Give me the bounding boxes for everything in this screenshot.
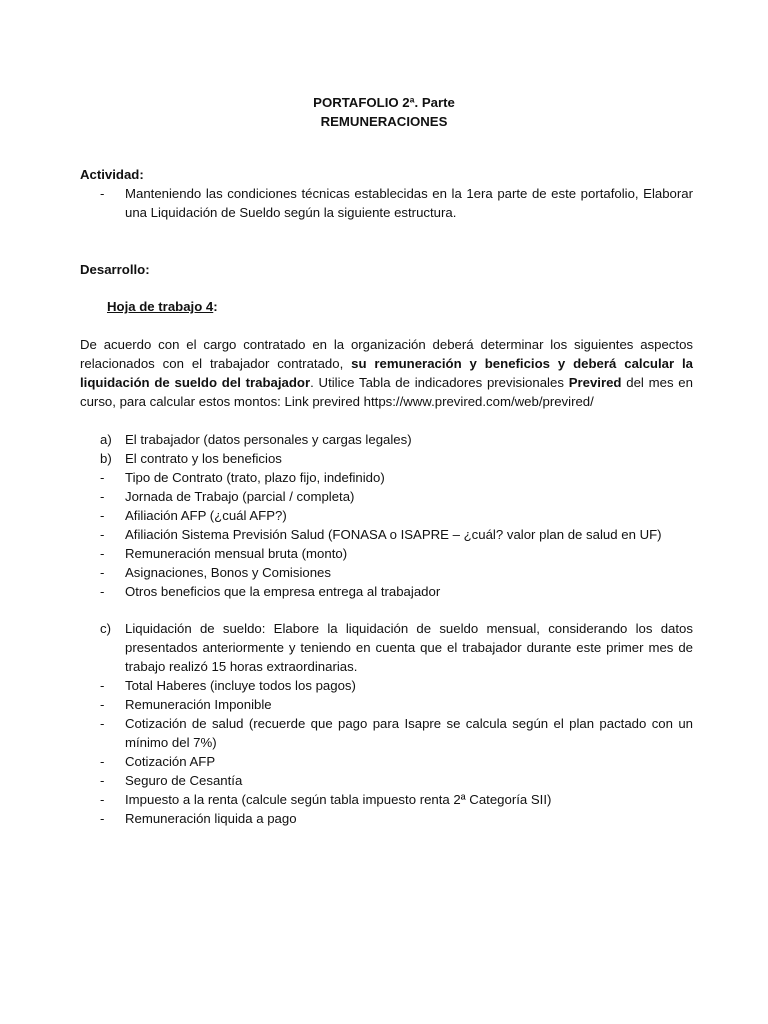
list-item-text: Asignaciones, Bonos y Comisiones xyxy=(125,565,331,580)
worksheet-title: Hoja de trabajo 4 xyxy=(107,299,214,314)
list-item xyxy=(80,752,693,771)
list-item-text: Tipo de Contrato (trato, plazo fijo, indefinido) xyxy=(125,470,385,485)
list-item xyxy=(80,771,693,790)
intro-text-1: De acuerdo con el cargo contratado en la organización deberá determinar los siguientes aspectos relacionados con el trabajador contratado, xyxy=(80,337,693,371)
list-marker: - xyxy=(100,773,105,788)
intro-paragraph xyxy=(80,335,693,411)
list-item-text: Total Haberes (incluye todos los pagos) xyxy=(125,678,356,693)
list-marker: c) xyxy=(100,621,111,636)
list-item xyxy=(80,619,693,676)
list-item-text: Remuneración Imponible xyxy=(125,697,272,712)
document-title: PORTAFOLIO 2ª. Parte xyxy=(313,95,455,110)
actividad-text: Manteniendo las condiciones técnicas establecidas en la 1era parte de este portafolio, Elaborar una Liquidación de Sueldo según la siguiente estructura. xyxy=(125,186,693,220)
list-item xyxy=(80,582,693,601)
worksheet-heading xyxy=(107,297,218,316)
worksheet-colon: : xyxy=(213,299,218,314)
list-marker: - xyxy=(100,186,105,201)
list-item-text: Afiliación AFP (¿cuál AFP?) xyxy=(125,508,287,523)
list-item xyxy=(80,790,693,809)
list-item xyxy=(80,468,693,487)
list-item-text: Seguro de Cesantía xyxy=(125,773,243,788)
list-marker: - xyxy=(100,792,105,807)
list-marker: - xyxy=(100,489,105,504)
list-item-text: Afiliación Sistema Previsión Salud (FONASA o ISAPRE – ¿cuál? valor plan de salud en UF) xyxy=(125,527,662,542)
intro-text-3: del mes en curso, para calcular estos montos: Link previred https://www.previred.com/web/previred/ xyxy=(80,375,693,409)
actividad-heading: Actividad: xyxy=(80,167,144,182)
list-item xyxy=(80,487,693,506)
list-item-text: Cotización de salud (recuerde que pago para Isapre se calcula según el plan pactado con un mínimo del 7%) xyxy=(125,716,693,750)
list-marker: - xyxy=(100,546,105,561)
list-item-text: Impuesto a la renta (calcule según tabla impuesto renta 2ª Categoría SII) xyxy=(125,792,552,807)
list-item xyxy=(80,695,693,714)
list-item xyxy=(80,544,693,563)
list-item-text: Remuneración liquida a pago xyxy=(125,811,297,826)
document-subtitle: REMUNERACIONES xyxy=(320,114,448,129)
list-ab xyxy=(80,430,693,601)
list-marker: - xyxy=(100,470,105,485)
intro-bold-previred: Previred xyxy=(568,375,622,390)
list-item-text: Liquidación de sueldo: Elabore la liquidación de sueldo mensual, considerando los datos presentados anteriormente y teniendo en cuenta que el trabajador durante este primer mes de trabajo realizó 15 horas extraordinarias. xyxy=(125,621,693,674)
list-item xyxy=(80,563,693,582)
list-marker: - xyxy=(100,716,105,731)
list-item xyxy=(80,676,693,695)
list-item-text: Cotización AFP xyxy=(125,754,216,769)
list-item-text: El contrato y los beneficios xyxy=(125,451,282,466)
desarrollo-heading: Desarrollo: xyxy=(80,262,150,277)
list-item-text: El trabajador (datos personales y cargas legales) xyxy=(125,432,412,447)
list-item xyxy=(80,809,693,828)
list-marker: b) xyxy=(100,451,112,466)
intro-bold-1: su remuneración y beneficios y deberá calcular la liquidación de sueldo del trabajador xyxy=(80,356,693,390)
list-item xyxy=(80,184,693,222)
list-marker: - xyxy=(100,697,105,712)
list-marker: a) xyxy=(100,432,112,447)
list-marker: - xyxy=(100,678,105,693)
list-item-text: Otros beneficios que la empresa entrega al trabajador xyxy=(125,584,441,599)
list-marker: - xyxy=(100,508,105,523)
list-marker: - xyxy=(100,527,105,542)
list-marker: - xyxy=(100,584,105,599)
list-c xyxy=(80,619,693,828)
list-item-text: Remuneración mensual bruta (monto) xyxy=(125,546,348,561)
list-item xyxy=(80,714,693,752)
intro-text-2: . Utilice Tabla de indicadores previsionales xyxy=(310,375,569,390)
list-item xyxy=(80,506,693,525)
list-item xyxy=(80,525,693,544)
list-item xyxy=(80,430,693,449)
list-item-text: Jornada de Trabajo (parcial / completa) xyxy=(125,489,355,504)
list-item xyxy=(80,449,693,468)
list-marker: - xyxy=(100,754,105,769)
list-marker: - xyxy=(100,811,105,826)
actividad-list xyxy=(80,184,693,222)
list-marker: - xyxy=(100,565,105,580)
